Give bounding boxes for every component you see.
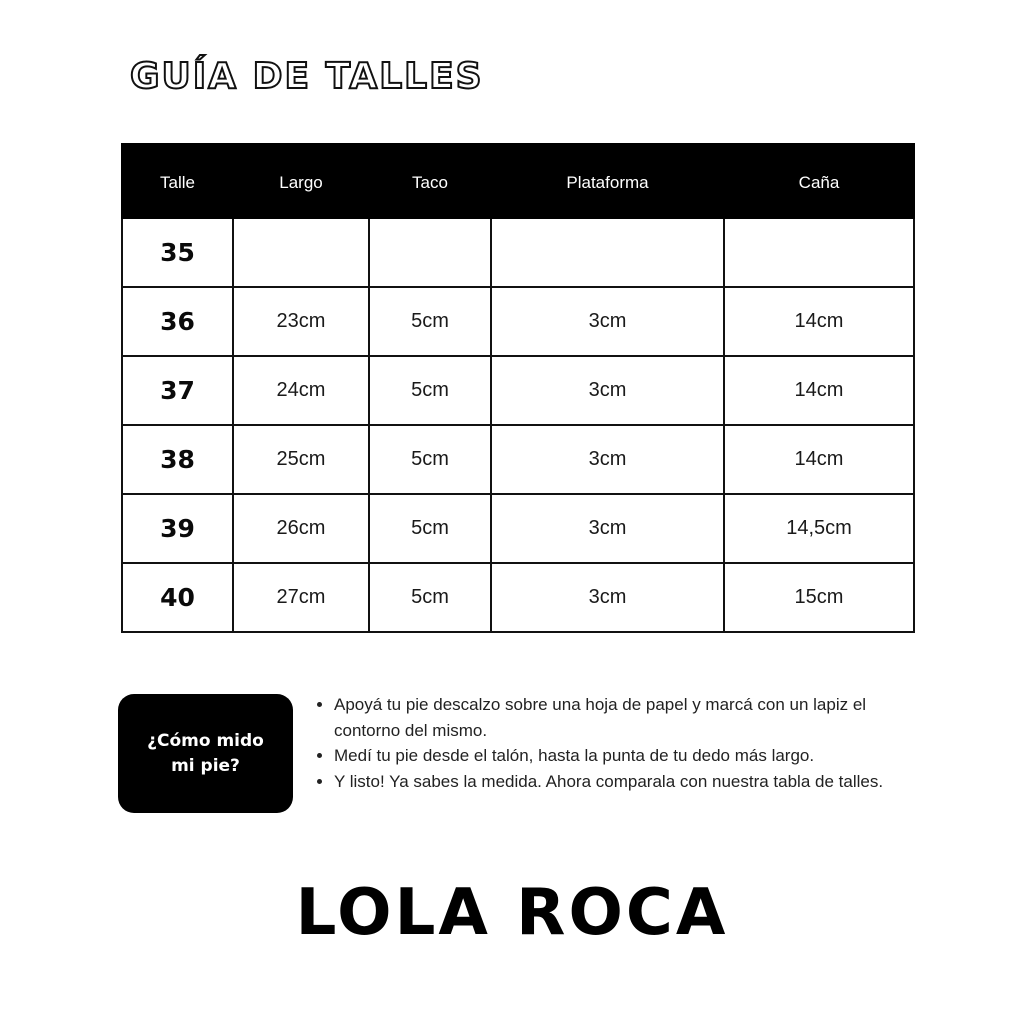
page-title: GUÍA DE TALLES [130,56,484,97]
how-to-label-line1: ¿Cómo mido [147,730,264,751]
table-row [122,218,914,287]
table-row [122,494,914,563]
list-item: • Apoyá tu pie descalzo sobre una hoja de papel y marcá con un lapiz el contorno del mismo. [334,692,934,743]
size-table [121,143,915,633]
header-talle: Talle [122,144,233,218]
table-row [122,287,914,356]
how-to-measure-label [118,694,293,813]
plataforma-cell: 3cm [491,494,724,563]
cana-cell: 15cm [724,563,914,632]
list-item: • Y listo! Ya sabes la medida. Ahora comparala con nuestra tabla de talles. [334,769,934,795]
plataforma-cell: 3cm [491,425,724,494]
cana-cell [724,218,914,287]
header-cana: Caña [724,144,914,218]
cana-cell: 14cm [724,425,914,494]
taco-cell: 5cm [369,494,491,563]
header-taco: Taco [369,144,491,218]
how-to-label-line2: mi pie? [171,755,240,776]
table-row [122,356,914,425]
plataforma-cell: 3cm [491,287,724,356]
list-item: • Medí tu pie desde el talón, hasta la punta de tu dedo más largo. [334,743,934,769]
cana-cell: 14,5cm [724,494,914,563]
cana-cell: 14cm [724,356,914,425]
measure-steps-list [312,692,934,794]
cana-cell: 14cm [724,287,914,356]
table-header-row [122,144,914,218]
brand-logo-text: LOLA ROCA [295,876,729,950]
largo-cell: 27cm [233,563,369,632]
plataforma-cell: 3cm [491,356,724,425]
plataforma-cell: 3cm [491,563,724,632]
largo-cell: 24cm [233,356,369,425]
plataforma-cell [491,218,724,287]
taco-cell [369,218,491,287]
largo-cell: 25cm [233,425,369,494]
taco-cell: 5cm [369,563,491,632]
taco-cell: 5cm [369,425,491,494]
size-cell: 36 [122,287,233,356]
size-cell: 40 [122,563,233,632]
largo-cell [233,218,369,287]
table-row [122,563,914,632]
header-largo: Largo [233,144,369,218]
taco-cell: 5cm [369,356,491,425]
header-plataforma: Plataforma [491,144,724,218]
largo-cell: 23cm [233,287,369,356]
size-cell: 39 [122,494,233,563]
size-cell: 38 [122,425,233,494]
largo-cell: 26cm [233,494,369,563]
size-cell: 35 [122,218,233,287]
taco-cell: 5cm [369,287,491,356]
size-cell: 37 [122,356,233,425]
table-row [122,425,914,494]
